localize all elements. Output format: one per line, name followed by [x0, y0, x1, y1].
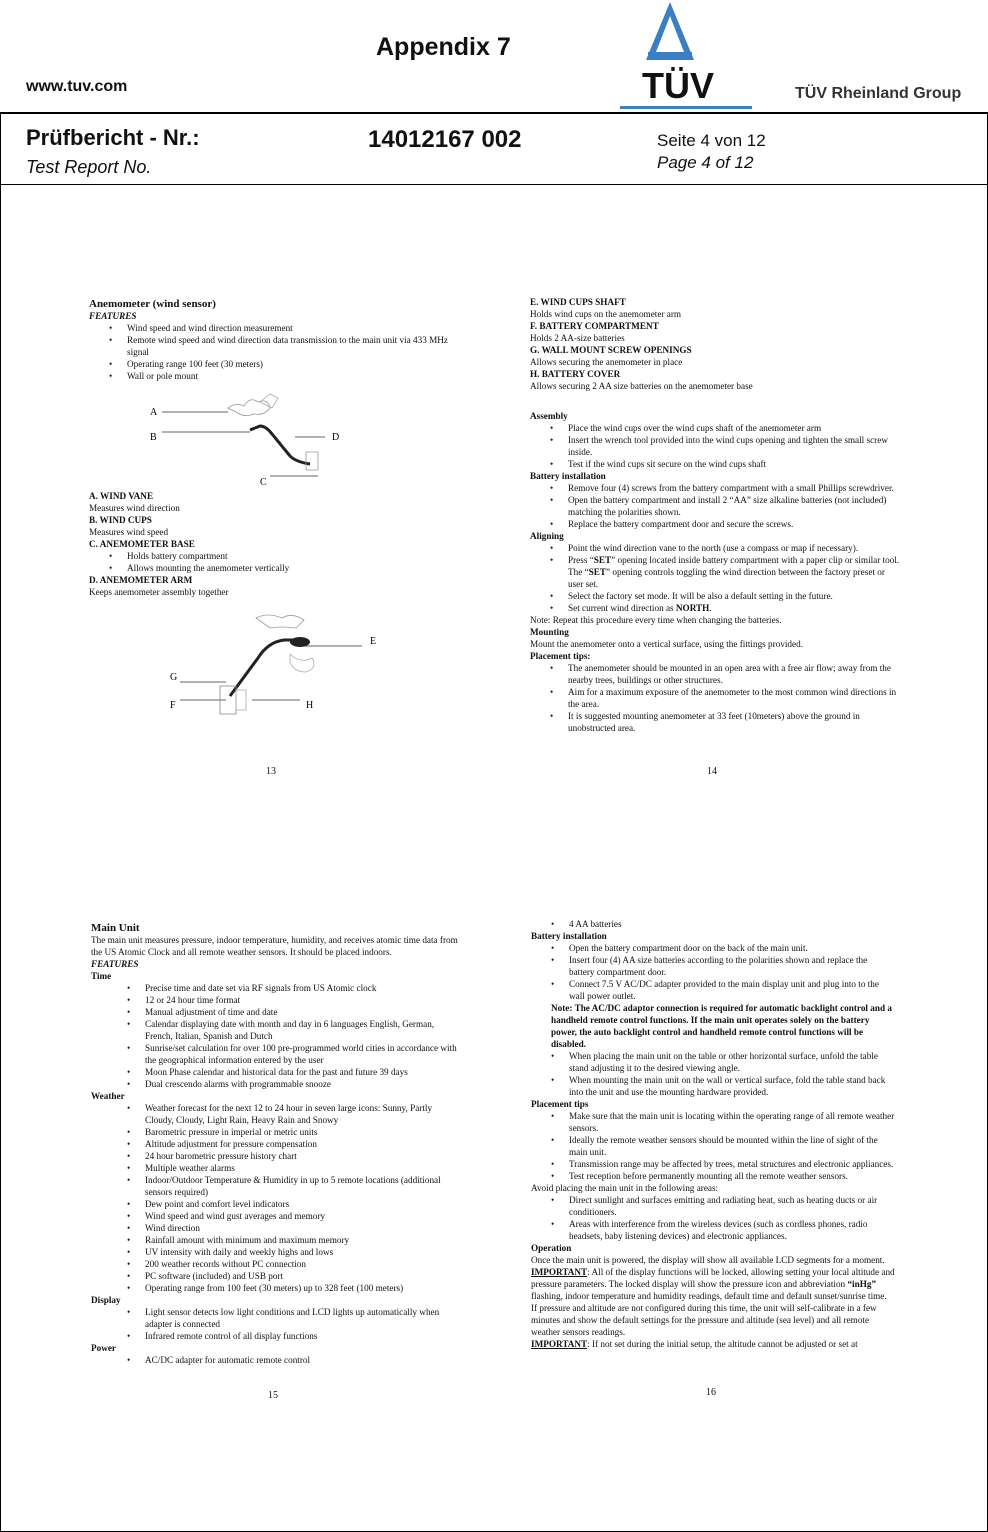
list-item: • Operating range from 100 feet (30 meters) up to 328 feet (100 meters) — [145, 1282, 459, 1294]
manual-page-number: 16 — [706, 1387, 716, 1398]
tuv-logo-text: TÜV — [642, 65, 714, 106]
time-heading: Time — [91, 971, 112, 981]
diagram-label: F — [170, 700, 176, 711]
list-item: • Sunrise/set calculation for over 100 pre-programmed world cities in accordance with the geographical information entered by the user — [145, 1042, 459, 1066]
report-label-en: Test Report No. — [26, 157, 152, 177]
placement-heading: Placement tips — [531, 1099, 589, 1109]
list-item: • Allows mounting the anemometer vertically — [127, 562, 459, 574]
battery-heading: Battery installation — [531, 931, 607, 941]
list-item: • Moon Phase calendar and historical data for the past and future 39 days — [145, 1066, 459, 1078]
component-a-heading: A. WIND VANE — [89, 491, 154, 501]
weather-heading: Weather — [91, 1091, 125, 1101]
manual-page-number: 13 — [266, 766, 276, 777]
list-item: • Connect 7.5 V AC/DC adapter provided to the main display unit and plug into to the wall power outlet. — [569, 978, 895, 1002]
list-item: • Wind speed and wind direction measurement — [127, 322, 459, 334]
component-c-heading: C. ANEMOMETER BASE — [89, 539, 195, 549]
manual-page-13 — [89, 298, 459, 382]
report-label-de: Prüfbericht - Nr.: — [26, 125, 200, 150]
battery-heading: Battery installation — [530, 471, 606, 481]
aligning-heading: Aligning — [530, 531, 564, 541]
anemometer-diagram-1 — [140, 392, 370, 492]
list-item: • Direct sunlight and surfaces emitting and radiating heat, such as heating ducts or air conditioners. — [569, 1194, 895, 1218]
list-item: • Dew point and comfort level indicators — [145, 1198, 459, 1210]
features-list — [89, 322, 459, 382]
list-item: • Light sensor detects low light conditions and LCD lights up automatically when adapter is connected — [145, 1306, 459, 1330]
list-item: • Test if the wind cups sit secure on the wind cups shaft — [568, 458, 900, 470]
component-a-text: Measures wind direction — [89, 503, 180, 513]
list-item: • Operating range 100 feet (30 meters) — [127, 358, 459, 370]
assembly-heading: Assembly — [530, 411, 568, 421]
list-item: • Indoor/Outdoor Temperature & Humidity in up to 5 remote locations (additional sensors required) — [145, 1174, 459, 1198]
diagram-label: C — [260, 477, 267, 488]
component-d-text: Keeps anemometer assembly together — [89, 587, 229, 597]
list-item: • Infrared remote control of all display functions — [145, 1330, 459, 1342]
list-item: • Remote wind speed and wind direction data transmission to the main unit via 433 MHz signal — [127, 334, 459, 358]
report-number: 14012167 002 — [368, 126, 522, 153]
website-url: www.tuv.com — [26, 78, 128, 95]
list-item: • It is suggested mounting anemometer at 33 feet (10meters) above the ground in unobstructed area. — [568, 710, 900, 734]
component-b-heading: B. WIND CUPS — [89, 515, 152, 525]
list-item: • Insert four (4) AA size batteries according to the polarities shown and replace the battery compartment door. — [569, 954, 895, 978]
features-heading: FEATURES — [89, 311, 137, 321]
list-item: • Rainfall amount with minimum and maximum memory — [145, 1234, 459, 1246]
header-divider — [0, 184, 988, 185]
adapter-note: Note: The AC/DC adaptor connection is required for automatic backlight control and a handheld remote control functions. If the main unit operates solely on the battery power, the auto backlight control and handheld remote control functions will be disabled. — [551, 1003, 892, 1049]
list-item: • Ideally the remote weather sensors should be mounted within the line of sight of the main unit. — [569, 1134, 895, 1158]
page-number-de: Seite 4 von 12 — [657, 131, 766, 150]
component-b-text: Measures wind speed — [89, 527, 169, 537]
important-note-2: IMPORTANT: If not set during the initial setup, the altitude cannot be adjusted or set at — [531, 1339, 858, 1349]
list-item: • 12 or 24 hour time format — [145, 994, 459, 1006]
manual-page-number: 14 — [707, 766, 717, 777]
anemometer-diagram-2 — [160, 608, 390, 718]
list-item: • 200 weather records without PC connection — [145, 1258, 459, 1270]
placement-heading: Placement tips: — [530, 651, 591, 661]
diagram-label: B — [150, 432, 157, 443]
list-item: • When placing the main unit on the table or other horizontal surface, unfold the table stand adjusting it to the desired viewing angle. — [569, 1050, 895, 1074]
list-item: • Dual crescendo alarms with programmable snooze — [145, 1078, 459, 1090]
list-item: • Place the wind cups over the wind cups shaft of the anemometer arm — [568, 422, 900, 434]
mounting-text: Mount the anemometer onto a vertical surface, using the fittings provided. — [530, 639, 803, 649]
component-e-text: Holds wind cups on the anemometer arm — [530, 309, 682, 319]
component-f-text: Holds 2 AA-size batteries — [530, 333, 625, 343]
section-title: Main Unit — [91, 922, 140, 934]
list-item: • Wind direction — [145, 1222, 459, 1234]
diagram-label: H — [306, 700, 314, 711]
list-item: • The anemometer should be mounted in an open area with a free air flow; away from the nearby trees, buildings or other structures. — [568, 662, 900, 686]
list-item: • Open the battery compartment door on the back of the main unit. — [569, 942, 895, 954]
operation-heading: Operation — [531, 1243, 572, 1253]
list-item: • Wind speed and wind gust averages and memory — [145, 1210, 459, 1222]
mounting-heading: Mounting — [530, 627, 569, 637]
component-g-text: Allows securing the anemometer in place — [530, 357, 683, 367]
component-d-heading: D. ANEMOMETER ARM — [89, 575, 193, 585]
display-heading: Display — [91, 1295, 121, 1305]
list-item: • Areas with interference from the wireless devices (such as cordless phones, radio headsets, baby listening devices) and electronic appliances. — [569, 1218, 895, 1242]
list-item: • Barometric pressure in imperial or metric units — [145, 1126, 459, 1138]
list-item: • Press “SET” opening located inside battery compartment with a paper clip or similar tool. The “SET” opening controls toggling the wind direction between the factory preset or user set. — [568, 554, 900, 590]
diagram-label: A — [150, 407, 158, 418]
list-item: • 24 hour barometric pressure history chart — [145, 1150, 459, 1162]
list-item: • AC/DC adapter for automatic remote control — [145, 1354, 459, 1366]
list-item: • 4 AA batteries — [569, 918, 895, 930]
avoid-text: Avoid placing the main unit in the following areas: — [531, 1183, 719, 1193]
component-e-heading: E. WIND CUPS SHAFT — [530, 297, 626, 307]
list-item: • Test reception before permanently mounting all the remote weather sensors. — [569, 1170, 895, 1182]
section-title: Anemometer (wind sensor) — [89, 298, 216, 310]
component-h-text: Allows securing 2 AA size batteries on the anemometer base — [530, 381, 753, 391]
list-item: • Make sure that the main unit is locating within the operating range of all remote weather sensors. — [569, 1110, 895, 1134]
diagram-label: G — [170, 672, 178, 683]
appendix-title: Appendix 7 — [376, 33, 511, 61]
operation-text: Once the main unit is powered, the display will show all available LCD segments for a moment. — [531, 1255, 885, 1265]
manual-page-16 — [531, 918, 895, 1350]
list-item: • Calendar displaying date with month and day in 6 languages English, German, French, Italian, Spanish and Dutch — [145, 1018, 459, 1042]
diagram-label: D — [332, 432, 340, 443]
list-item: • Transmission range may be affected by trees, metal structures and electronic appliances. — [569, 1158, 895, 1170]
list-item: • Insert the wrench tool provided into the wind cups opening and tighten the small screw inside. — [568, 434, 900, 458]
list-item: • Precise time and date set via RF signals from US Atomic clock — [145, 982, 459, 994]
list-item: • Remove four (4) screws from the battery compartment with a small Phillips screwdriver. — [568, 482, 900, 494]
manual-page-14 — [530, 296, 900, 734]
list-item: • Weather forecast for the next 12 to 24 hour in seven large icons: Sunny, Partly Cloudy, Cloudy, Light Rain, Heavy Rain and Snowy — [145, 1102, 459, 1126]
list-item: • Altitude adjustment for pressure compensation — [145, 1138, 459, 1150]
diagram-label: E — [370, 636, 377, 647]
component-list-a-d — [89, 490, 459, 598]
component-f-heading: F. BATTERY COMPARTMENT — [530, 321, 659, 331]
power-heading: Power — [91, 1343, 116, 1353]
intro-text: The main unit measures pressure, indoor temperature, humidity, and receives atomic time data from the US Atomic Clock and all remote weather sensors. It should be placed indoors. — [91, 935, 458, 957]
operation-text-2: If pressure and altitude are not configured during this time, the unit will self-calibrate in a few minutes and show the default settings for the pressure and altitude (sea level) and all remote weather sensors readings. — [531, 1303, 877, 1337]
list-item: • Multiple weather alarms — [145, 1162, 459, 1174]
list-item: • Replace the battery compartment door and secure the screws. — [568, 518, 900, 530]
list-item: • Holds battery compartment — [127, 550, 459, 562]
manual-page-number: 15 — [268, 1390, 278, 1401]
list-item: • Manual adjustment of time and date — [145, 1006, 459, 1018]
component-g-heading: G. WALL MOUNT SCREW OPENINGS — [530, 345, 692, 355]
important-note-1: IMPORTANT: All of the display functions will be locked, allowing setting your local altitude and pressure parameters. The locked display will show the pressure icon and abbreviation “inHg” flashing, indoor temperature and humidity readings, default time and default sunset/sunrise time. — [531, 1267, 895, 1301]
component-h-heading: H. BATTERY COVER — [530, 369, 621, 379]
features-heading: FEATURES — [91, 959, 139, 969]
note-text: Note: Repeat this procedure every time when changing the batteries. — [530, 615, 782, 625]
tuv-logo-icon — [620, 0, 755, 112]
list-item: • Open the battery compartment and install 2 “AA” size alkaline batteries (not included) matching the polarities shown. — [568, 494, 900, 518]
list-item: • When mounting the main unit on the wall or vertical surface, fold the table stand back into the unit and use the mounting hardware provided. — [569, 1074, 895, 1098]
list-item: • Aim for a maximum exposure of the anemometer to the most common wind directions in the area. — [568, 686, 900, 710]
manual-page-15 — [91, 922, 459, 1366]
list-item: • UV intensity with daily and weekly highs and lows — [145, 1246, 459, 1258]
list-item: • PC software (included) and USB port — [145, 1270, 459, 1282]
list-item: • Wall or pole mount — [127, 370, 459, 382]
tuv-group-name: TÜV Rheinland Group — [795, 85, 962, 102]
list-item: • Point the wind direction vane to the north (use a compass or map if necessary). — [568, 542, 900, 554]
list-item: • Set current wind direction as NORTH. — [568, 602, 900, 614]
page-number-en: Page 4 of 12 — [657, 153, 754, 172]
list-item: • Select the factory set mode. It will be also a default setting in the future. — [568, 590, 900, 602]
